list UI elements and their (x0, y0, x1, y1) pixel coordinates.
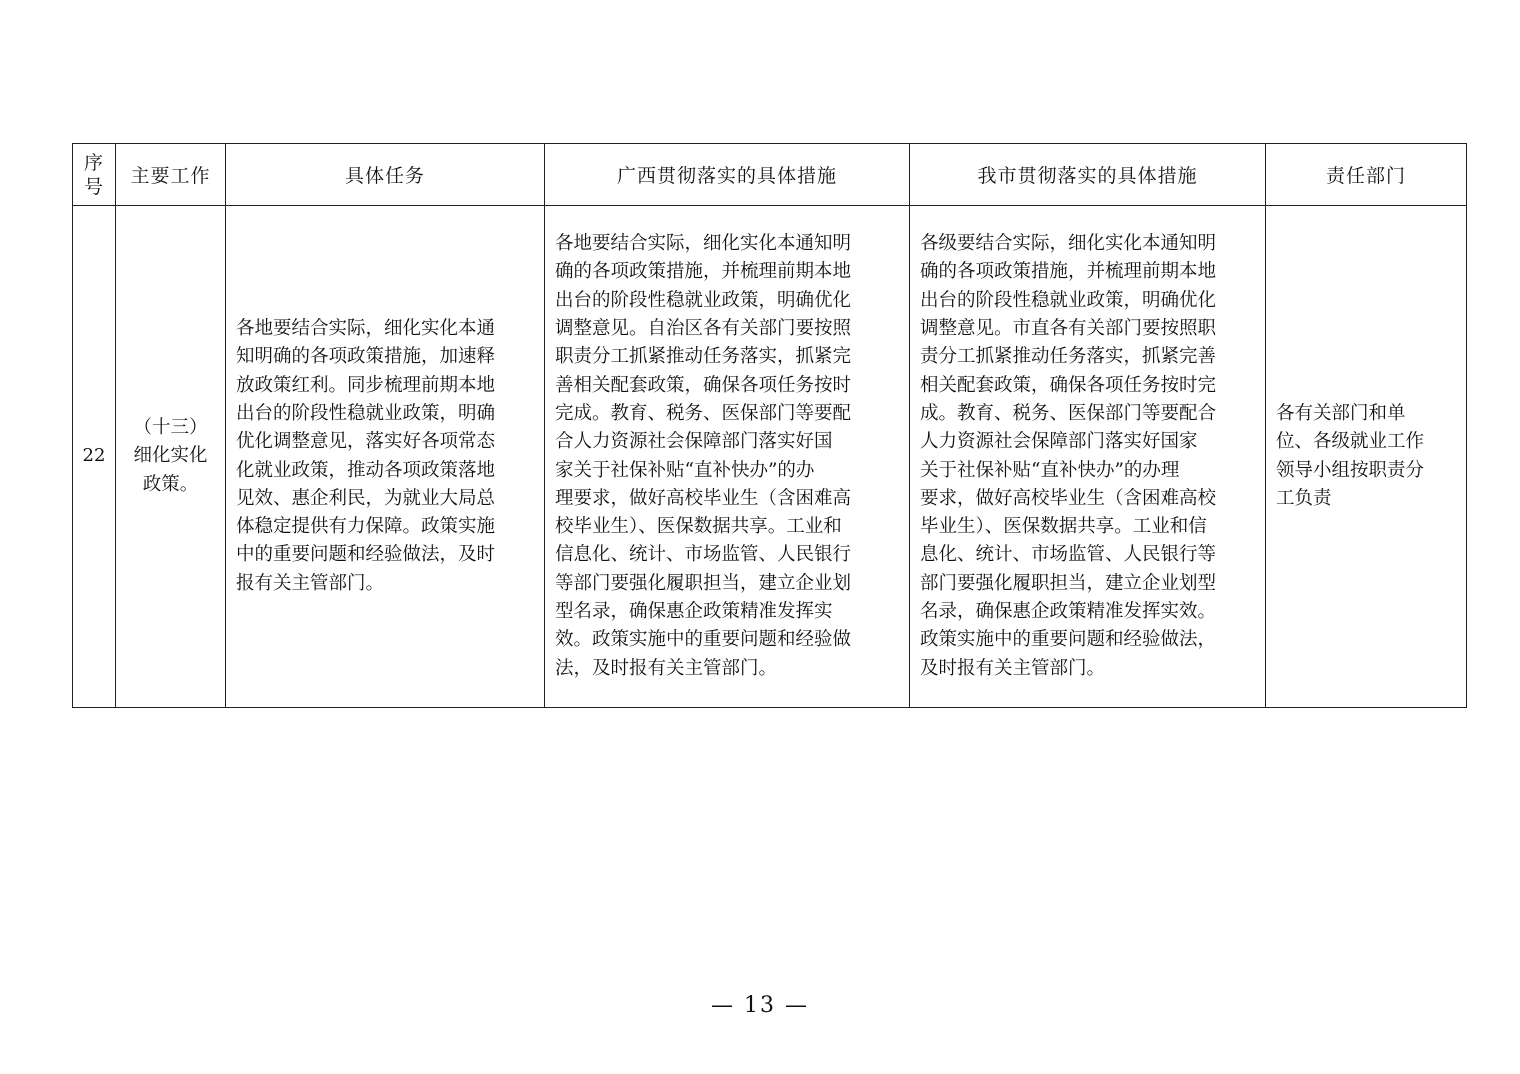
cell-main-work (116, 206, 226, 708)
cell-seq: 22 (73, 206, 116, 708)
header-responsible-dept: 责任部门 (1266, 144, 1467, 206)
header-city-measures: 我市贯彻落实的具体措施 (910, 144, 1266, 206)
header-seq: 序 号 (73, 144, 116, 206)
header-guangxi-measures: 广西贯彻落实的具体措施 (545, 144, 910, 206)
guangxi-measures-text: 各地要结合实际，细化实化本通知明 确的各项政策措施，并梳理前期本地 出台的阶段性稳就业政策，明确优化 调整意见。自治区各有关部门要按照 职责分工抓紧推动任务落实，抓紧完 善相关配套政策，确保各项任务按时 完成。教育、税务、医保部门等要配 合人力资源社会保障部门落实好国 家关于社保补贴“直补快办”的办 理要求，做好高校毕业生（含困难高 校毕业生）、医保数据共享。工业和 信息化、统计、市场监管、人民银行 等部门要强化履职担当，建立企业划 型名录，确保惠企政策精准发挥实 效。政策实施中的重要问题和经验做 法，及时报有关主管部门。 (555, 233, 852, 679)
main-work-text: （十三） 细化实化 政策。 (133, 417, 208, 495)
responsible-dept-text: 各有关部门和单 位、各级就业工作 领导小组按职责分 工负责 (1276, 402, 1425, 509)
cell-city-measures (910, 206, 1266, 708)
header-specific-task: 具体任务 (226, 144, 545, 206)
table-row (73, 206, 1467, 708)
header-main-work: 主要工作 (116, 144, 226, 206)
cell-responsible-dept (1266, 206, 1467, 708)
cell-guangxi-measures (545, 206, 910, 708)
cell-specific-task (226, 206, 545, 708)
specific-task-text: 各地要结合实际，细化实化本通 知明确的各项政策措施，加速释 放政策红利。同步梳理前期本地 出台的阶段性稳就业政策，明确 优化调整意见，落实好各项常态 化就业政策，推动各项政策落地 见效、惠企利民，为就业大局总 体稳定提供有力保障。政策实施 中的重要问题和经验做法，及时 报有关主管部门。 (236, 318, 496, 594)
table-header-row (73, 144, 1467, 206)
city-measures-text: 各级要结合实际，细化实化本通知明 确的各项政策措施，并梳理前期本地 出台的阶段性稳就业政策，明确优化 调整意见。市直各有关部门要按照职 责分工抓紧推动任务落实，抓紧完善 相关配套政策，确保各项任务按时完 成。教育、税务、医保部门等要配合 人力资源社会保障部门落实好国家 关于社保补贴“直补快办”的办理 要求，做好高校毕业生（含困难高校 毕业生）、医保数据共享。工业和信 息化、统计、市场监管、人民银行等 部门要强化履职担当，建立企业划型 名录，确保惠企政策精准发挥实效。 政策实施中的重要问题和经验做法， 及时报有关主管部门。 (920, 233, 1217, 679)
policy-table (72, 143, 1467, 708)
page-number: — 13 — (711, 993, 809, 1018)
